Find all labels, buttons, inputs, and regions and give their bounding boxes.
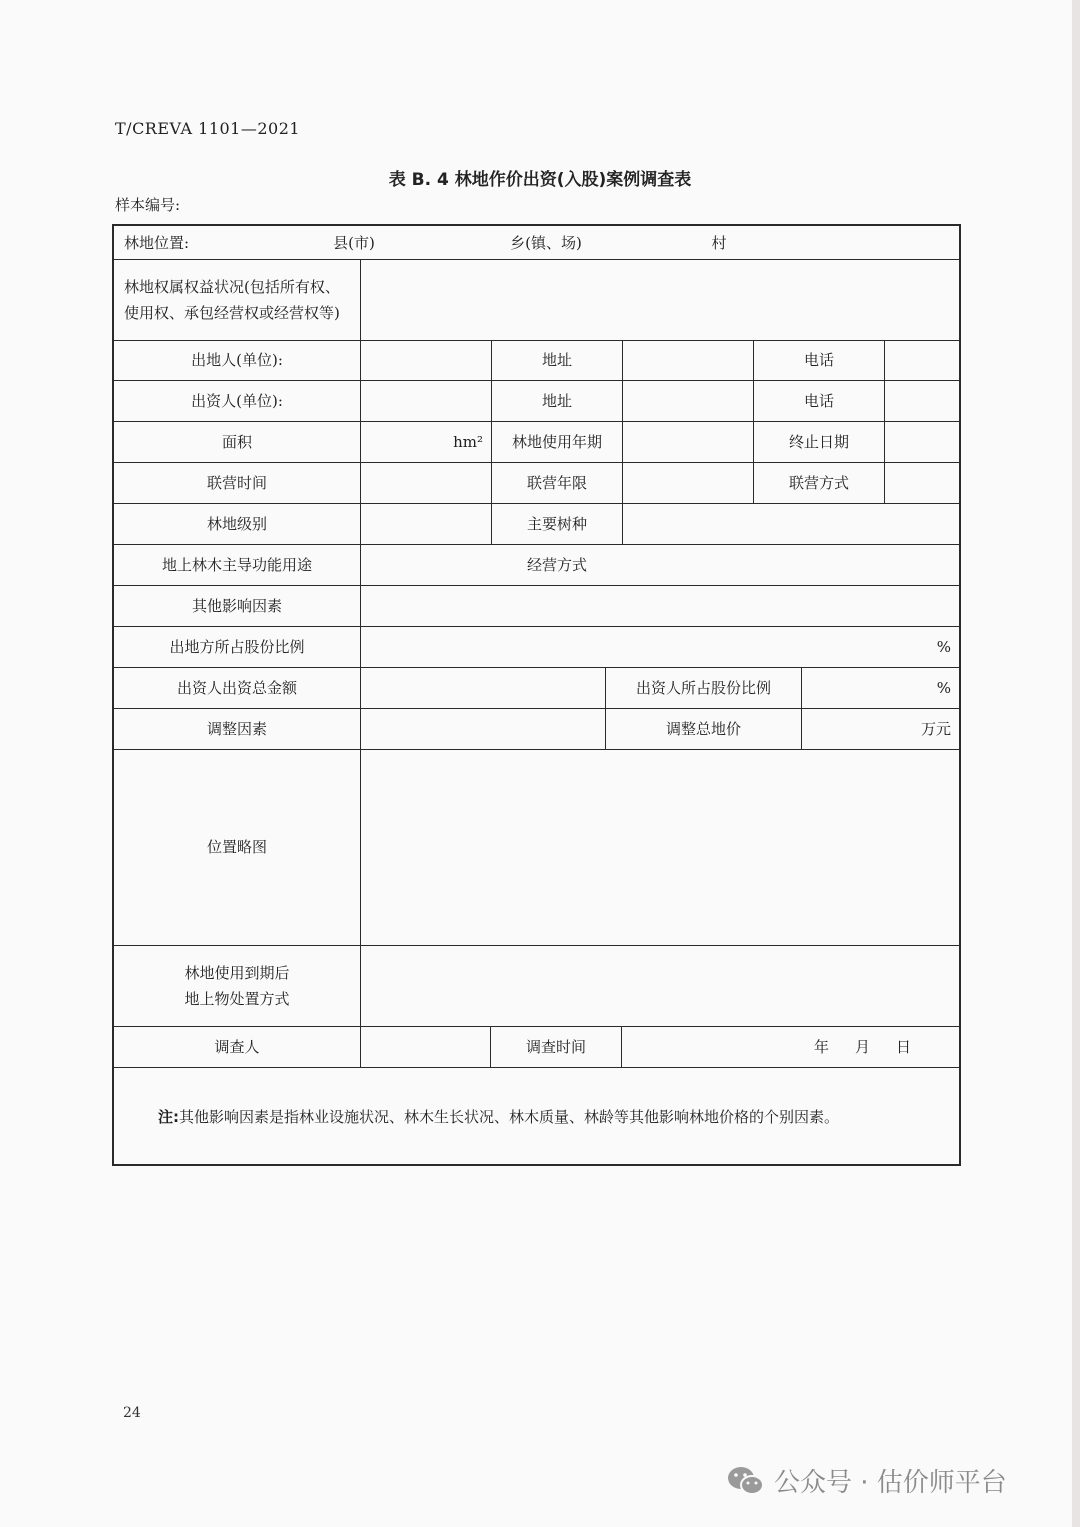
main-species-field[interactable]	[623, 503, 959, 544]
page-edge	[1072, 0, 1080, 1527]
investment-amount-field[interactable]	[361, 667, 605, 708]
rights-status-label: 林地权属权益状况(包括所有权、使用权、承包经营权或经营权等)	[124, 277, 340, 322]
investor-label: 出资人(单位):	[191, 391, 283, 410]
other-factors-label: 其他影响因素	[191, 596, 282, 615]
table-note	[158, 1106, 839, 1127]
investor-field[interactable]	[361, 380, 491, 421]
land-provider-label: 出地人(单位):	[191, 351, 283, 369]
joint-time-field[interactable]	[361, 462, 491, 503]
month-label: 月	[854, 1037, 870, 1056]
location-label: 林地位置:	[124, 233, 190, 252]
forest-grade-field[interactable]	[361, 503, 491, 544]
land-provider-field[interactable]	[361, 340, 491, 380]
adjustment-factor-field[interactable]	[361, 708, 605, 749]
forest-grade-label: 林地级别	[206, 514, 267, 533]
area-unit: hm²	[453, 432, 483, 451]
forest-function-field[interactable]	[361, 544, 491, 585]
surveyor-label: 调查人	[214, 1037, 260, 1056]
use-term-label: 林地使用年期	[511, 432, 602, 451]
forest-function-label: 地上林木主导功能用途	[161, 555, 312, 574]
sketch-map-area[interactable]	[361, 749, 959, 945]
standard-code: T/CREVA 1101—2021	[115, 119, 301, 138]
page-number: 24	[123, 1405, 141, 1421]
provider-share-unit: %	[936, 637, 951, 656]
expiry-disposal-line2: 地上物处置方式	[184, 989, 290, 1008]
wechat-icon	[726, 1465, 766, 1497]
joint-term-label: 联营年限	[526, 473, 587, 492]
note-text: 其他影响因素是指林业设施状况、林木生长状况、林木质量、林龄等其他影响林地价格的个别因素。	[179, 1108, 840, 1126]
expiry-disposal-line1: 林地使用到期后	[184, 963, 290, 982]
watermark	[726, 1462, 1007, 1499]
main-species-label: 主要树种	[526, 514, 587, 533]
table-title: 表 B. 4 林地作价出资(入股)案例调查表	[388, 170, 692, 190]
end-date-label: 终止日期	[788, 432, 849, 451]
adjustment-factor-label: 调整因素	[206, 719, 267, 738]
investor-share-label: 出资人所占股份比例	[635, 678, 771, 697]
joint-mode-label: 联营方式	[788, 473, 849, 492]
survey-date-field[interactable]	[622, 1026, 959, 1067]
rights-status-field[interactable]	[361, 259, 959, 340]
provider-phone-field[interactable]	[885, 340, 959, 380]
investor-phone-label: 电话	[803, 391, 834, 410]
expiry-disposal-field[interactable]	[361, 945, 959, 1026]
surveyor-field[interactable]	[361, 1026, 490, 1067]
village-label: 村	[711, 233, 727, 252]
joint-term-field[interactable]	[623, 462, 753, 503]
investment-amount-label: 出资人出资总金额	[176, 678, 297, 697]
management-mode-label: 经营方式	[526, 555, 587, 574]
note-prefix: 注:	[158, 1108, 179, 1126]
survey-time-label: 调查时间	[525, 1037, 586, 1056]
investor-share-unit: %	[936, 678, 951, 697]
provider-address-field[interactable]	[623, 340, 753, 380]
watermark-text: 公众号 · 估价师平台	[774, 1468, 1007, 1498]
provider-address-label: 地址	[541, 351, 572, 369]
sketch-map-label: 位置略图	[206, 838, 267, 856]
provider-share-label: 出地方所占股份比例	[169, 637, 305, 656]
adjusted-price-label: 调整总地价	[665, 719, 741, 738]
end-date-field[interactable]	[885, 421, 959, 462]
investor-address-field[interactable]	[623, 380, 753, 421]
survey-form-table	[112, 224, 961, 1166]
joint-time-label: 联营时间	[206, 473, 267, 492]
area-label: 面积	[221, 432, 252, 451]
county-label: 县(市)	[333, 233, 375, 252]
use-term-field[interactable]	[623, 421, 753, 462]
management-mode-field[interactable]	[623, 544, 959, 585]
adjusted-price-unit: 万元	[920, 719, 951, 738]
day-label: 日	[895, 1037, 911, 1056]
expiry-disposal-label	[114, 945, 360, 1026]
investor-address-label: 地址	[541, 391, 572, 410]
year-label: 年	[813, 1037, 829, 1056]
joint-mode-field[interactable]	[885, 462, 959, 503]
township-label: 乡(镇、场)	[510, 233, 582, 252]
sample-number-label: 样本编号:	[115, 196, 181, 214]
other-factors-field[interactable]	[361, 585, 959, 626]
investor-phone-field[interactable]	[885, 380, 959, 421]
provider-phone-label: 电话	[803, 351, 834, 369]
